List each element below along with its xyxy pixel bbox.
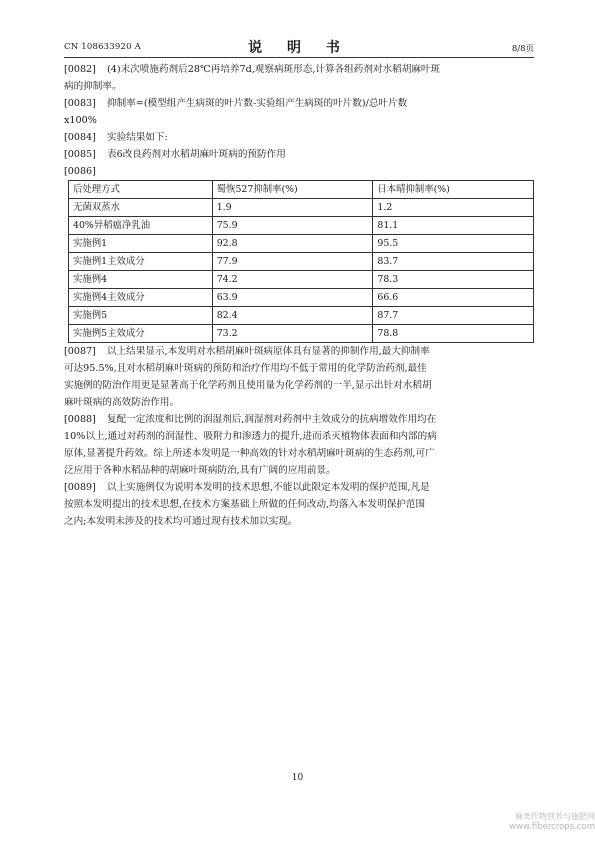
table-row <box>69 235 534 253</box>
document-body <box>64 61 534 530</box>
paragraph-line: 泛应用于各种水稻品种的胡麻叶斑病防治,具有广阔的应用前景。 <box>64 465 336 476</box>
paragraph-tag: [0082] <box>64 64 96 75</box>
paragraph-tag: [0083] <box>64 98 96 109</box>
table-row <box>69 217 534 235</box>
paragraph-0084 <box>64 129 534 146</box>
table-row <box>69 325 534 343</box>
table-cell: 实施例4 <box>69 271 213 289</box>
header-rule <box>64 57 534 58</box>
table-cell: 63.9 <box>212 289 373 307</box>
paragraph-0083 <box>64 95 534 129</box>
paragraph-0089 <box>64 479 534 530</box>
page-count: 8/8页 <box>511 44 534 54</box>
paragraph-line: (4)末次喷施药剂后28℃再培养7d,观察病斑形态,计算各组药剂对水稻胡麻叶斑 <box>107 64 441 75</box>
column-header: 后处理方式 <box>69 181 213 199</box>
table-cell: 82.4 <box>212 307 373 325</box>
table-cell: 实施例4主效成分 <box>69 289 213 307</box>
table-cell: 实施例1主效成分 <box>69 253 213 271</box>
paragraph-tag: [0088] <box>64 414 96 425</box>
table-row <box>69 253 534 271</box>
table-row <box>69 307 534 325</box>
paragraph-line: x100% <box>64 115 97 126</box>
table-cell: 81.1 <box>373 217 534 235</box>
table-cell: 无菌双蒸水 <box>69 199 213 217</box>
paragraph-line: 抑制率=(模型组产生病斑的叶片数-实验组产生病斑的叶片数)/总叶片数 <box>107 98 408 109</box>
site-watermark <box>470 812 595 832</box>
paragraph-line: 实验结果如下: <box>107 132 168 143</box>
paragraph-tag: [0084] <box>64 132 96 143</box>
paragraph-line: 以上实施例仅为说明本发明的技术思想,不能以此限定本发明的保护范围,凡是 <box>107 482 430 493</box>
table-cell: 73.2 <box>212 325 373 343</box>
paragraph-line: 实施例的防治作用更是显著高于化学药剂且使用量为化学药剂的一半,显示出针对水稻胡 <box>64 380 432 391</box>
table-cell: 1.9 <box>212 199 373 217</box>
table-cell: 66.6 <box>373 289 534 307</box>
table-row <box>69 271 534 289</box>
paragraph-0082 <box>64 61 534 95</box>
column-header: 日本晴抑制率(%) <box>373 181 534 199</box>
table-cell: 77.9 <box>212 253 373 271</box>
table-caption: 表6改良药剂对水稻胡麻叶斑病的预防作用 <box>107 149 286 160</box>
paragraph-line: 麻叶斑病的高效防治作用。 <box>64 397 180 408</box>
table-header-row <box>69 181 534 199</box>
paragraph-tag: [0086] <box>64 166 96 177</box>
table-row <box>69 199 534 217</box>
paragraph-tag: [0087] <box>64 346 96 357</box>
page-header <box>64 36 534 56</box>
watermark-site-name: 麻类作物营养与施肥网 <box>515 812 595 821</box>
table-cell: 74.2 <box>212 271 373 289</box>
table-cell: 95.5 <box>373 235 534 253</box>
results-table <box>68 180 534 343</box>
paragraph-line: 之内;本发明未涉及的技术均可通过现有技术加以实现。 <box>64 516 298 527</box>
paragraph-line: 10%以上,通过对药剂的润湿性、吸附力和渗透力的提升,进而杀灭植物体表面和内部的病 <box>64 431 437 442</box>
paragraph-0088 <box>64 411 534 479</box>
table-cell: 87.7 <box>373 307 534 325</box>
table-cell: 实施例5主效成分 <box>69 325 213 343</box>
table-cell: 78.8 <box>373 325 534 343</box>
table-cell: 实施例5 <box>69 307 213 325</box>
page-title: 说 明 书 <box>248 40 350 56</box>
paragraph-tag: [0089] <box>64 482 96 493</box>
table-cell: 40%异稻瘟净乳油 <box>69 217 213 235</box>
paragraph-0085 <box>64 146 534 163</box>
table-cell: 75.9 <box>212 217 373 235</box>
paragraph-line: 原体,显著提升药效。综上所述本发明是一种高效的针对水稻胡麻叶斑病的生态药剂,可广 <box>64 448 435 459</box>
column-header: 蜀恢527抑制率(%) <box>212 181 373 199</box>
table-cell: 实施例1 <box>69 235 213 253</box>
table-cell: 1.2 <box>373 199 534 217</box>
paragraph-line: 以上结果显示,本发明对水稻胡麻叶斑病原体具有显著的抑制作用,最大抑制率 <box>107 346 430 357</box>
paragraph-line: 按照本发明提出的技术思想,在技术方案基础上所做的任何改动,均落入本发明保护范围 <box>64 499 426 510</box>
table-cell: 78.3 <box>373 271 534 289</box>
patent-number: CN 108633920 A <box>64 42 141 52</box>
paragraph-0087 <box>64 343 534 411</box>
paragraph-line: 病的抑制率。 <box>64 81 122 92</box>
paragraph-tag: [0085] <box>64 149 96 160</box>
table-cell: 83.7 <box>373 253 534 271</box>
table-cell: 92.8 <box>212 235 373 253</box>
page-number: 10 <box>291 773 304 783</box>
watermark-url: www.fibercrops.com <box>509 822 595 832</box>
paragraph-0086 <box>64 163 534 180</box>
paragraph-line: 可达95.5%,且对水稻胡麻叶斑病的预防和治疗作用均不低于常用的化学防治药剂,最佳 <box>64 363 427 374</box>
paragraph-line: 复配一定浓度和比例的润湿剂后,润湿剂对药剂中主效成分的抗病增效作用均在 <box>107 414 437 425</box>
table-row <box>69 289 534 307</box>
